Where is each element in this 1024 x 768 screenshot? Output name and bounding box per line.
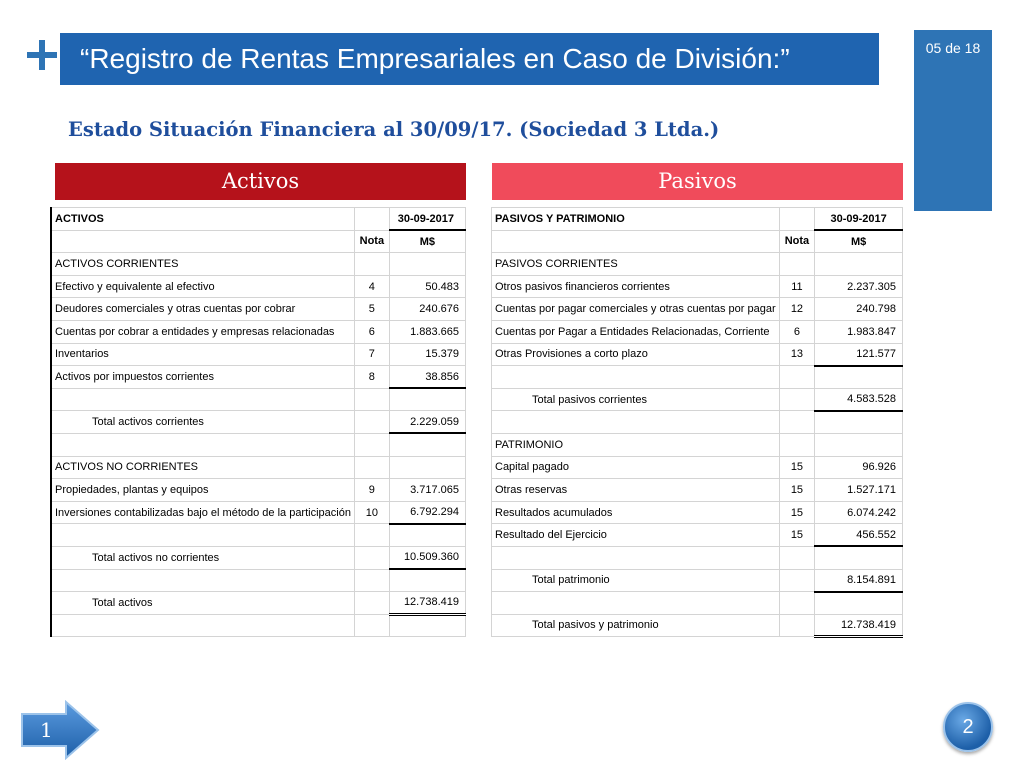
row-nota: 9 [354, 479, 389, 502]
row-nota: 10 [354, 501, 389, 524]
pasivos-header: PASIVOS Y PATRIMONIO [492, 208, 780, 231]
pasivos-section-corrientes: PASIVOS CORRIENTES [492, 253, 780, 276]
table-row [51, 433, 466, 456]
slide-title: “Registro de Rentas Empresariales en Caso de División:” [60, 33, 879, 85]
total-activos-no-corrientes-value: 10.509.360 [389, 546, 465, 569]
row-value: 1.527.171 [815, 479, 903, 502]
table-row [492, 230, 903, 253]
table-row [492, 411, 903, 434]
pasivos-section-patrimonio: PATRIMONIO [492, 433, 780, 456]
row-label: Otras Provisiones a corto plazo [492, 343, 780, 366]
row-value: 1.883.665 [389, 320, 465, 343]
activos-section-corrientes: ACTIVOS CORRIENTES [51, 253, 354, 276]
row-nota: 13 [779, 343, 815, 366]
plus-icon [27, 40, 57, 70]
total-activos-corrientes-value: 2.229.059 [389, 411, 465, 434]
table-row [51, 479, 466, 502]
pasivos-date: 30-09-2017 [815, 208, 903, 231]
table-row [492, 524, 903, 547]
table-row [51, 275, 466, 298]
table-row [492, 298, 903, 321]
row-label: Efectivo y equivalente al efectivo [51, 275, 354, 298]
total-patrimonio-value: 8.154.891 [815, 569, 903, 592]
row-nota: 5 [354, 298, 389, 321]
table-row [51, 366, 466, 389]
table-row [492, 456, 903, 479]
row-nota: 15 [779, 501, 815, 524]
activos-date: 30-09-2017 [389, 208, 465, 231]
total-pasivos-patrimonio-label: Total pasivos y patrimonio [492, 614, 780, 637]
table-row [492, 253, 903, 276]
total-activos-value: 12.738.419 [389, 592, 465, 615]
table-row [492, 208, 903, 231]
row-nota: 4 [354, 275, 389, 298]
row-value: 121.577 [815, 343, 903, 366]
table-row [492, 366, 903, 389]
row-nota: 15 [779, 524, 815, 547]
table-row [51, 546, 466, 569]
total-activos-no-corrientes-label: Total activos no corrientes [51, 546, 354, 569]
table-row [51, 230, 466, 253]
row-value: 38.856 [389, 366, 465, 389]
pasivos-band: Pasivos [492, 163, 903, 200]
row-value: 240.798 [815, 298, 903, 321]
row-label: Cuentas por Pagar a Entidades Relacionadas, Corriente [492, 320, 780, 343]
slide-subtitle: Estado Situación Financiera al 30/09/17. (Sociedad 3 Ltda.) [68, 118, 720, 141]
row-label: Deudores comerciales y otras cuentas por cobrar [51, 298, 354, 321]
table-row [51, 501, 466, 524]
row-value: 3.717.065 [389, 479, 465, 502]
row-label: Capital pagado [492, 456, 780, 479]
total-pasivos-corrientes-label: Total pasivos corrientes [492, 388, 780, 411]
page-counter: 05 de 18 [914, 30, 992, 211]
table-row [492, 592, 903, 615]
table-row [51, 343, 466, 366]
table-row [492, 614, 903, 637]
row-value: 50.483 [389, 275, 465, 298]
table-row [51, 253, 466, 276]
row-label: Resultados acumulados [492, 501, 780, 524]
table-row [51, 569, 466, 592]
row-label: Propiedades, plantas y equipos [51, 479, 354, 502]
table-row [492, 388, 903, 411]
table-row [492, 320, 903, 343]
activos-section-no-corrientes: ACTIVOS NO CORRIENTES [51, 456, 354, 479]
row-nota: 15 [779, 479, 815, 502]
next-slide-button[interactable]: 2 [943, 702, 993, 752]
row-nota: 12 [779, 298, 815, 321]
row-label: Otras reservas [492, 479, 780, 502]
table-row [51, 388, 466, 411]
table-row [492, 343, 903, 366]
total-pasivos-patrimonio-value: 12.738.419 [815, 614, 903, 637]
row-nota: 15 [779, 456, 815, 479]
table-row [51, 298, 466, 321]
row-value: 456.552 [815, 524, 903, 547]
pasivos-col-unit: M$ [815, 230, 903, 253]
prev-slide-number[interactable]: 1 [40, 718, 53, 742]
row-nota: 6 [354, 320, 389, 343]
activos-header: ACTIVOS [51, 208, 354, 231]
prev-arrow-icon[interactable] [20, 700, 100, 760]
row-value: 96.926 [815, 456, 903, 479]
row-label: Resultado del Ejercicio [492, 524, 780, 547]
table-row [51, 411, 466, 434]
table-row [492, 546, 903, 569]
total-activos-corrientes-label: Total activos corrientes [51, 411, 354, 434]
row-value: 240.676 [389, 298, 465, 321]
total-pasivos-corrientes-value: 4.583.528 [815, 388, 903, 411]
row-label: Cuentas por pagar comerciales y otras cuentas por pagar [492, 298, 780, 321]
total-patrimonio-label: Total patrimonio [492, 569, 780, 592]
pasivos-table [491, 207, 903, 638]
row-nota: 8 [354, 366, 389, 389]
table-row [51, 524, 466, 547]
table-row [492, 569, 903, 592]
table-row [492, 275, 903, 298]
row-value: 15.379 [389, 343, 465, 366]
total-activos-label: Total activos [51, 592, 354, 615]
row-nota: 11 [779, 275, 815, 298]
activos-col-unit: M$ [389, 230, 465, 253]
table-row [51, 614, 466, 637]
activos-col-nota: Nota [354, 230, 389, 253]
row-label: Inventarios [51, 343, 354, 366]
row-label: Otros pasivos financieros corrientes [492, 275, 780, 298]
row-nota: 6 [779, 320, 815, 343]
table-row [51, 592, 466, 615]
pasivos-col-nota: Nota [779, 230, 815, 253]
activos-table [50, 207, 466, 637]
table-row [492, 433, 903, 456]
row-label: Inversiones contabilizadas bajo el método de la participación [51, 501, 354, 524]
table-row [51, 456, 466, 479]
row-nota: 7 [354, 343, 389, 366]
row-label: Activos por impuestos corrientes [51, 366, 354, 389]
row-label: Cuentas por cobrar a entidades y empresas relacionadas [51, 320, 354, 343]
table-row [492, 479, 903, 502]
row-value: 2.237.305 [815, 275, 903, 298]
row-value: 1.983.847 [815, 320, 903, 343]
activos-band: Activos [55, 163, 466, 200]
table-row [492, 501, 903, 524]
table-row [51, 320, 466, 343]
table-row [51, 208, 466, 231]
row-value: 6.074.242 [815, 501, 903, 524]
row-value: 6.792.294 [389, 501, 465, 524]
